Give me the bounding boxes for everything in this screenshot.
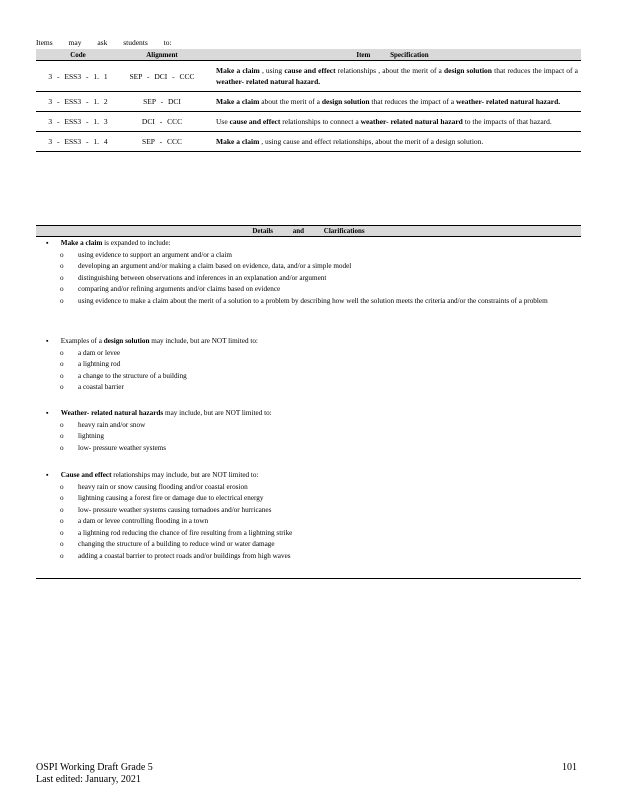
circle-bullet-icon: o <box>60 420 64 429</box>
list-item <box>46 420 576 432</box>
spec-text: that reduces the impact of a <box>494 66 578 75</box>
list-item <box>46 359 576 371</box>
table-row <box>36 92 581 112</box>
spec-bold: design solution <box>444 66 492 75</box>
circle-bullet-icon: o <box>60 432 64 440</box>
lead-bold: design solution <box>103 337 150 345</box>
spec-text: Use <box>216 117 228 126</box>
list-item-text: lightning causing a forest fire or damage due to electrical energy <box>78 494 264 502</box>
circle-bullet-icon: o <box>60 540 64 548</box>
list-item-text: a change to the structure of a building <box>78 371 187 380</box>
spec-bold: weather- related natural hazard. <box>455 97 561 106</box>
row-spec <box>204 92 581 112</box>
list-item-text: a coastal barrier <box>78 383 124 391</box>
details-section <box>46 336 576 394</box>
list-item-text: low- pressure weather systems <box>78 443 167 452</box>
list-item-text: heavy rain or snow causing flooding and/or coastal erosion <box>78 482 248 491</box>
square-bullet-icon: ▪ <box>46 409 49 417</box>
list-item-text: using evidence to make a claim about the merit of a solution to a problem by describing how well the solution meets the criteria and/or the constraints of a problem <box>78 296 548 305</box>
list-item <box>46 482 576 494</box>
list-item <box>46 250 576 262</box>
list-item <box>46 371 576 383</box>
list-item-text: comparing and/or refining arguments and/or claims based on evidence <box>78 285 281 293</box>
circle-bullet-icon: o <box>60 494 64 502</box>
list-item <box>46 551 576 563</box>
bottom-divider <box>36 578 581 579</box>
row-code: 3 - ESS3 - 1. 2 <box>36 92 120 112</box>
spec-bold: design solution <box>321 97 370 106</box>
spec-bold: weather- related natural hazard <box>360 117 463 126</box>
circle-bullet-icon: o <box>60 285 64 293</box>
row-spec <box>204 112 581 132</box>
circle-bullet-icon: o <box>60 360 64 368</box>
list-item-text: a lightning rod <box>78 360 121 368</box>
circle-bullet-icon: o <box>60 517 64 525</box>
circle-bullet-icon: o <box>60 262 64 270</box>
list-item-text: low- pressure weather systems causing tornadoes and/or hurricanes <box>78 505 272 514</box>
spec-text: relationships , about the merit of a <box>337 66 442 75</box>
circle-bullet-icon: o <box>60 482 64 491</box>
circle-bullet-icon: o <box>60 383 64 391</box>
square-bullet-icon: ▪ <box>46 337 49 345</box>
list-item-text: heavy rain and/or snow <box>78 420 146 429</box>
list-item <box>46 528 576 540</box>
list-item <box>46 505 576 517</box>
header-code: Code <box>36 49 120 61</box>
details-header: Details and Clarifications <box>36 225 581 237</box>
footer-edit-date: Last edited: January, 2021 <box>36 774 141 785</box>
list-item <box>46 273 576 285</box>
table-row <box>36 112 581 132</box>
lead-bold: Weather- related natural hazards <box>60 409 164 417</box>
spec-bold: Make a claim <box>216 137 260 146</box>
row-code: 3 - ESS3 - 1. 3 <box>36 112 120 132</box>
list-item <box>46 284 576 296</box>
square-bullet-icon: ▪ <box>46 239 49 247</box>
spec-text: , using <box>261 66 283 75</box>
table-header-row <box>36 49 581 61</box>
list-item <box>46 348 576 360</box>
row-alignment: SEP - DCI - CCC <box>120 61 204 92</box>
circle-bullet-icon: o <box>60 528 64 537</box>
circle-bullet-icon: o <box>60 250 64 259</box>
list-item <box>46 431 576 443</box>
list-item-text: distinguishing between observations and inferences in an explanation and/or argument <box>78 273 327 282</box>
header-spec: Item Specification <box>204 49 581 61</box>
header-alignment: Alignment <box>120 49 204 61</box>
lead-text: relationships may include, but are NOT limited to: <box>113 471 259 479</box>
spec-text: , using cause and effect relationships, about the merit of a design solution. <box>261 137 484 146</box>
circle-bullet-icon: o <box>60 273 64 282</box>
row-code: 3 - ESS3 - 1. 4 <box>36 132 120 152</box>
section-lead <box>46 408 576 420</box>
row-code: 3 - ESS3 - 1. 1 <box>36 61 120 92</box>
list-item <box>46 443 576 455</box>
table-row <box>36 132 581 152</box>
list-item-text: using evidence to support an argument and/or a claim <box>78 250 232 259</box>
list-item <box>46 261 576 273</box>
list-item <box>46 493 576 505</box>
circle-bullet-icon: o <box>60 505 64 514</box>
spec-bold: weather- related natural hazard. <box>216 77 321 86</box>
list-item <box>46 539 576 551</box>
details-section <box>46 470 576 562</box>
circle-bullet-icon: o <box>60 296 64 305</box>
spec-bold: Make a claim <box>216 66 260 75</box>
lead-text: Examples of a <box>60 337 102 345</box>
circle-bullet-icon: o <box>60 348 64 357</box>
list-item-text: lightning <box>78 432 104 440</box>
lead-text: may include, but are NOT limited to: <box>165 409 272 417</box>
spec-bold: cause and effect <box>229 117 281 126</box>
list-item-text: a lightning rod reducing the chance of fire resulting from a lightning strike <box>78 528 293 537</box>
list-item-text: changing the structure of a building to reduce wind or water damage <box>78 540 275 548</box>
list-item <box>46 382 576 394</box>
circle-bullet-icon: o <box>60 443 64 452</box>
list-item-text: a dam or levee controlling flooding in a town <box>78 517 209 525</box>
row-spec <box>204 61 581 92</box>
square-bullet-icon: ▪ <box>46 471 49 479</box>
lead-text: may include, but are NOT limited to: <box>151 337 258 345</box>
item-spec-table <box>36 49 581 152</box>
row-spec <box>204 132 581 152</box>
list-item <box>46 296 576 308</box>
row-alignment: DCI - CCC <box>120 112 204 132</box>
spec-text: to the impacts of that hazard. <box>464 117 552 126</box>
circle-bullet-icon: o <box>60 371 64 380</box>
section-lead <box>46 336 576 348</box>
spec-bold: cause and effect <box>284 66 336 75</box>
spec-text: that reduces the impact of a <box>371 97 455 106</box>
lead-bold: Make a claim <box>60 239 103 247</box>
list-item-text: adding a coastal barrier to protect roads and/or buildings from high waves <box>78 551 291 560</box>
intro-text: Items may ask students to: <box>36 38 172 47</box>
section-lead <box>46 238 576 250</box>
lead-text: is expanded to include: <box>104 239 171 247</box>
list-item-text: developing an argument and/or making a claim based on evidence, data, and/or a simple model <box>78 262 352 270</box>
footer-draft-label: OSPI Working Draft Grade 5 <box>36 762 153 773</box>
row-alignment: SEP - DCI <box>120 92 204 112</box>
lead-bold: Cause and effect <box>60 471 112 479</box>
list-item-text: a dam or levee <box>78 348 121 357</box>
footer <box>36 762 153 786</box>
spec-text: relationships to connect a <box>282 117 359 126</box>
row-alignment: SEP - CCC <box>120 132 204 152</box>
spec-bold: Make a claim <box>216 97 260 106</box>
list-item <box>46 516 576 528</box>
spec-text: about the merit of a <box>261 97 320 106</box>
section-lead <box>46 470 576 482</box>
page-number: 101 <box>562 762 577 773</box>
details-section <box>46 238 576 307</box>
circle-bullet-icon: o <box>60 551 64 560</box>
table-row <box>36 61 581 92</box>
details-section <box>46 408 576 454</box>
